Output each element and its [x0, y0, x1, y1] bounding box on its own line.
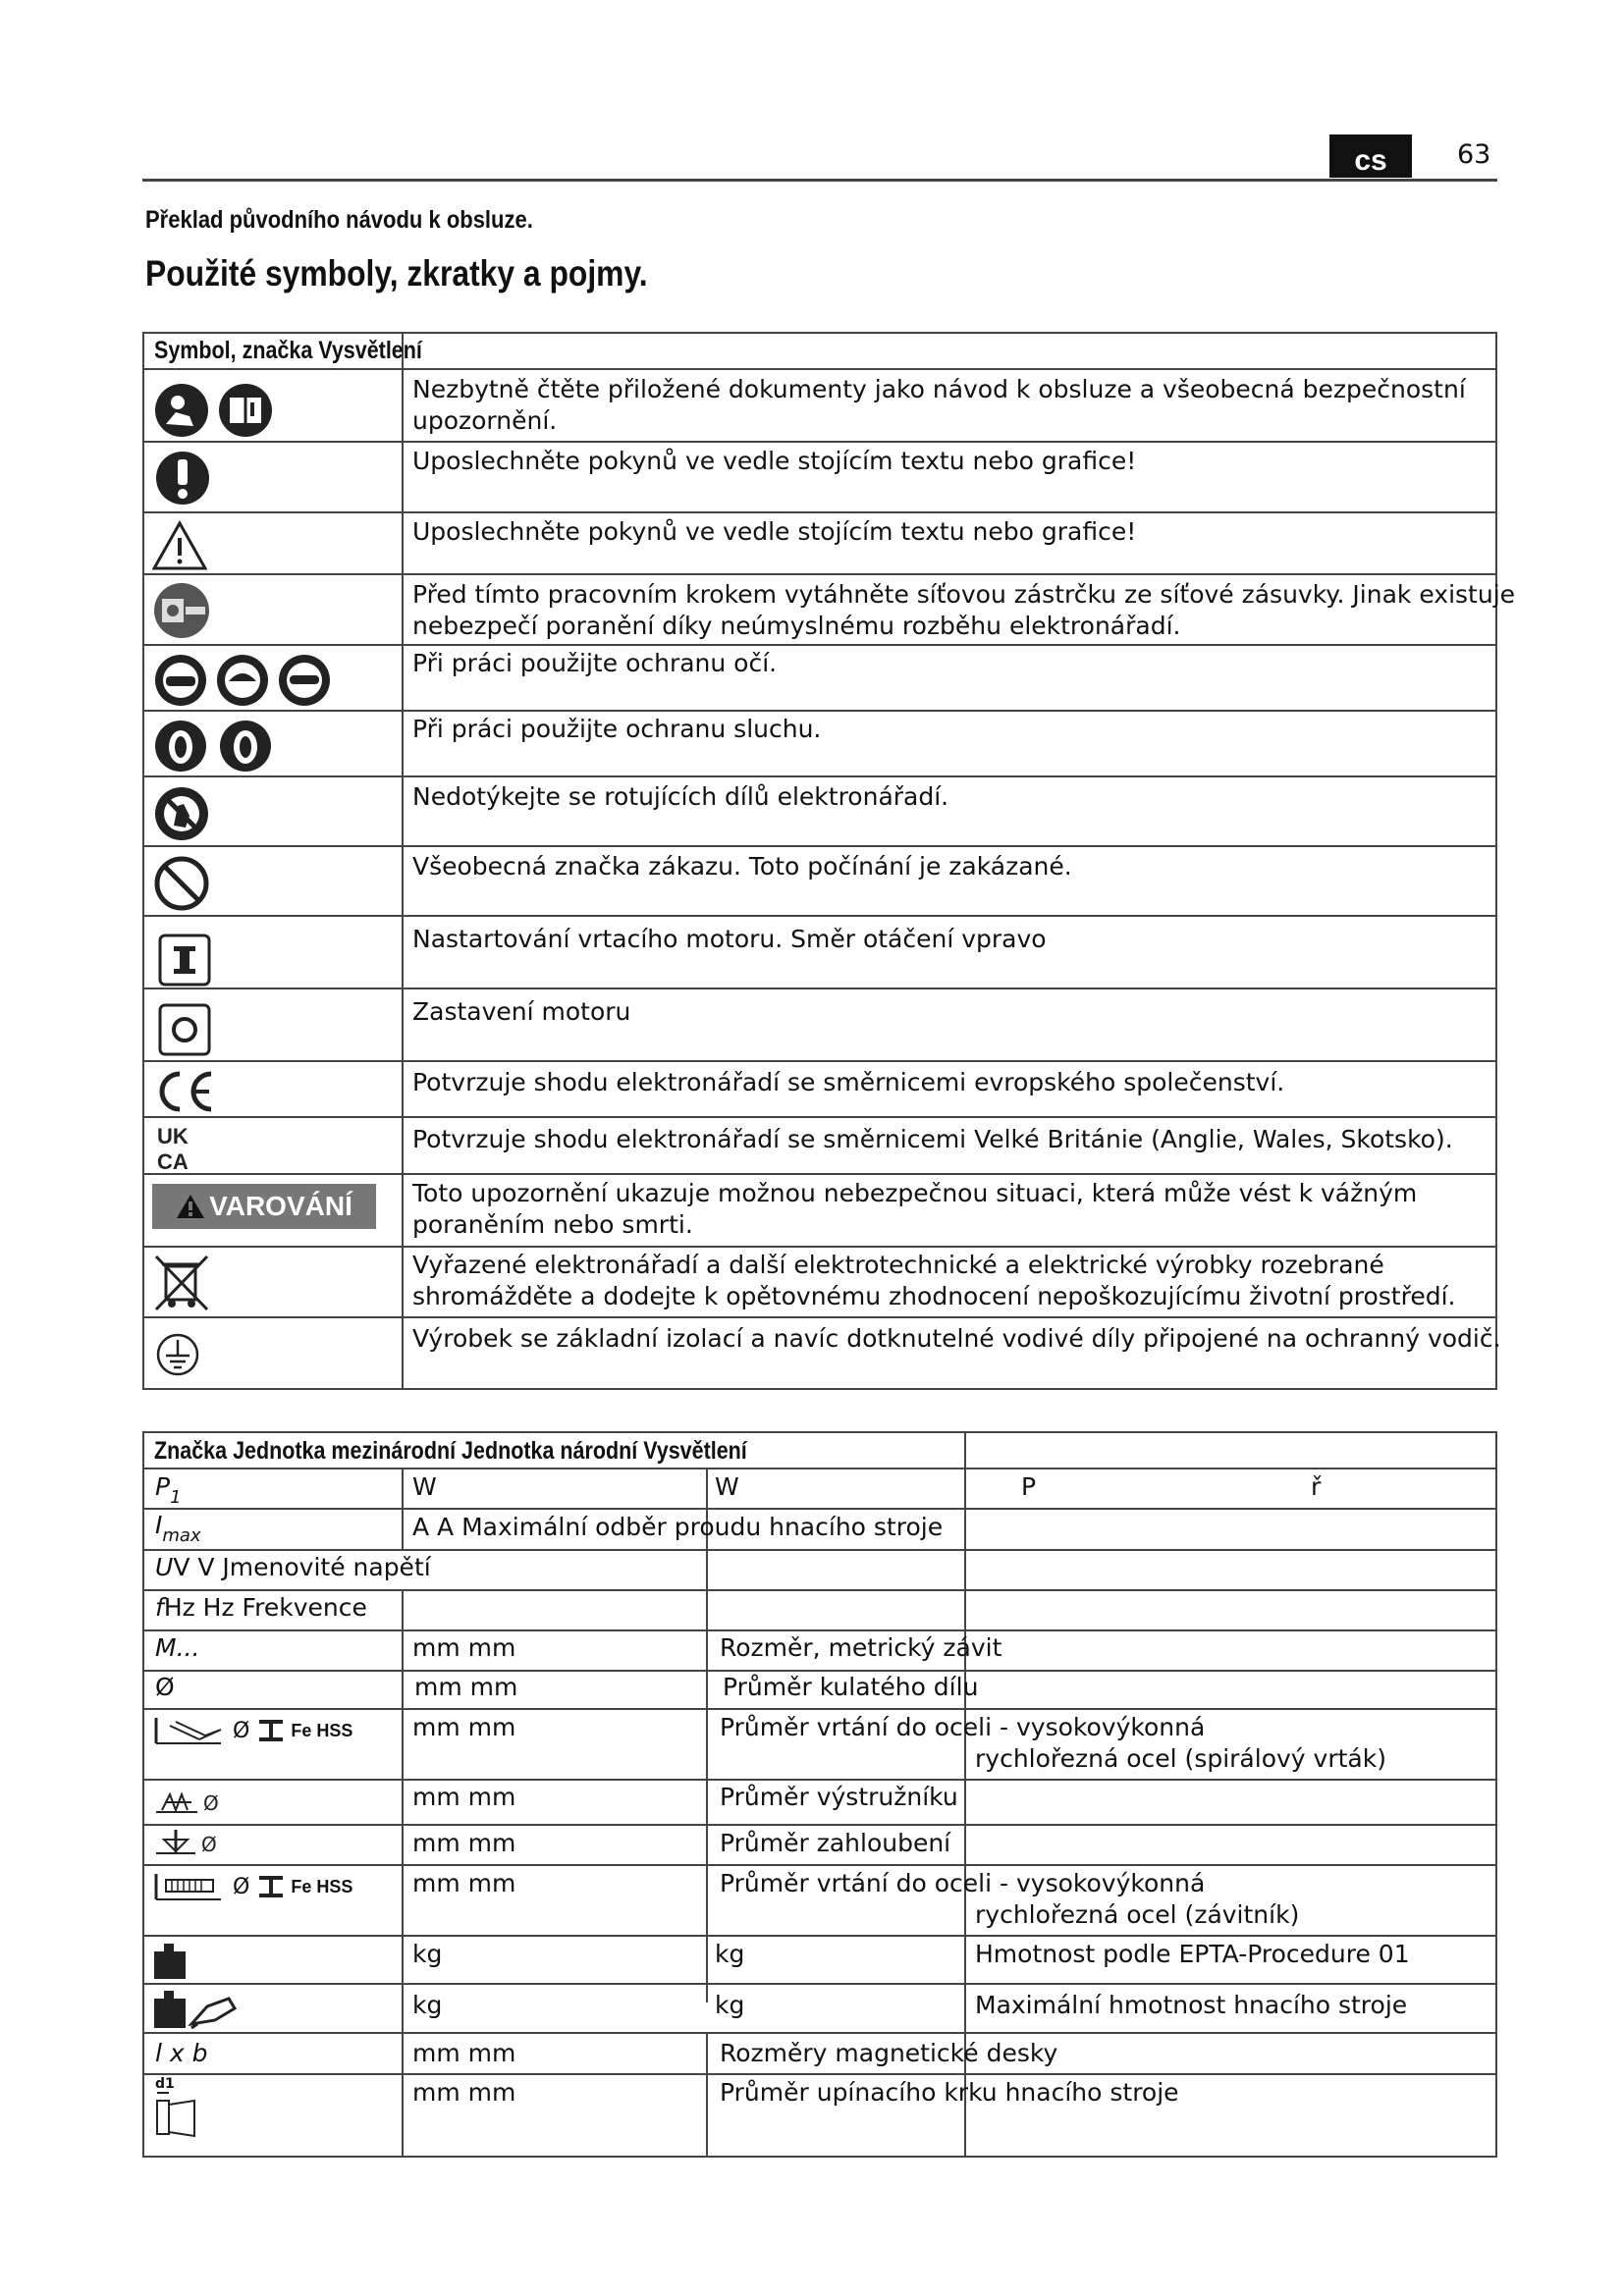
svg-text:Ø: Ø [201, 1833, 217, 1856]
unit-intl: W [412, 1472, 437, 1501]
row-text: Nedotýkejte se rotujících dílů elektronářadí. [412, 782, 949, 811]
row-line [142, 1864, 1497, 1866]
unit-intl: kg [412, 1940, 443, 1968]
row-text: upozornění. [412, 406, 558, 435]
tap-steel-diameter-icon [152, 1872, 352, 1901]
steel-beam-icon [255, 1872, 287, 1901]
symbol-text: U [155, 1553, 174, 1581]
row-text: Výrobek se základní izolací a navíc dotknutelné vodivé díly připojené na ochranný vodič. [412, 1324, 1501, 1353]
unit-national: kg [715, 1991, 745, 2019]
warning-triangle-icon [176, 1193, 205, 1220]
symbol-imax [155, 1510, 201, 1544]
collar-label: d1 [155, 2076, 175, 2092]
explanation: Maximální hmotnost hnacího stroje [975, 1991, 1408, 2019]
explanation: Rozměr, metrický závit [720, 1633, 1002, 1662]
explanation: P [1021, 1472, 1037, 1501]
weight-icon [152, 1942, 191, 1981]
unit-text: mm mm [414, 1673, 518, 1701]
read-manual-icons [152, 381, 280, 440]
row-text: Zastavení motoru [412, 997, 631, 1026]
symbol-text: l x b [155, 2039, 208, 2067]
col-line [706, 1468, 708, 2002]
unit-intl: kg [412, 1991, 443, 2019]
do-not-touch-icon [152, 784, 211, 843]
row-text: Nezbytně čtěte přiložené dokumenty jako návod k obsluze a všeobecná bezpečnostní [412, 375, 1466, 403]
row-text: Při práci použijte ochranu očí. [412, 649, 778, 677]
row-text: Uposlechněte pokynů ve vedle stojícím textu nebo grafice! [412, 447, 1137, 475]
row-line [142, 1824, 1497, 1826]
row-line [142, 511, 1497, 513]
row-text: Nastartování vrtacího motoru. Směr otáčení vpravo [412, 925, 1047, 953]
row-line [142, 573, 1497, 575]
unit-text: mm mm [412, 1633, 516, 1662]
row-line [142, 1589, 1497, 1591]
row-line [142, 915, 1497, 917]
symbols-table-divider [402, 332, 404, 1390]
countersink-diameter-icon [152, 1828, 231, 1859]
row-text: shromážděte a dodejte k opětovnému zhodnocení nepoškozujícímu životní prostředí. [412, 1282, 1456, 1310]
steel-beam-icon [255, 1716, 287, 1745]
weee-bin-icon [152, 1253, 211, 1313]
svg-text:UK: UK [157, 1124, 189, 1148]
document-subtitle: Překlad původního návodu k obsluze. [145, 206, 533, 234]
unit-text: mm mm [412, 2078, 516, 2107]
tap-icon [152, 1872, 227, 1901]
symbol-text: f [155, 1593, 164, 1622]
start-motor-icon [157, 933, 212, 988]
eye-protection-icons [152, 652, 339, 709]
mandatory-exclamation-icon [155, 449, 210, 507]
unit-text: mm mm [412, 1869, 516, 1897]
row-line [142, 2032, 1497, 2034]
drill-steel-diameter-icon [152, 1716, 352, 1745]
hearing-protection-icons [152, 718, 280, 774]
unit-national: W [715, 1472, 739, 1501]
row-line [142, 845, 1497, 847]
material-label: Fe HSS [291, 1876, 353, 1896]
warning-triangle-icon [152, 520, 207, 571]
ukca-mark-icon [155, 1122, 202, 1173]
explanation: Průměr vrtání do oceli - vysokovýkonná [720, 1869, 1206, 1897]
explanation: Průměr zahloubení [720, 1829, 951, 1857]
row-line [142, 1316, 1497, 1318]
unit-text: mm mm [412, 1713, 516, 1741]
explanation: ř [1311, 1472, 1322, 1501]
row-text: Před tímto pracovním krokem vytáhněte síťovou zástrčku ze síťové zásuvky. Jinak existuje [412, 580, 1516, 609]
twist-drill-icon [152, 1716, 227, 1745]
symbol-text: Ø [155, 1673, 175, 1701]
row-text: Potvrzuje shodu elektronářadí se směrnicemi evropského společenství. [412, 1068, 1285, 1096]
prohibition-icon [152, 854, 211, 913]
row-line [142, 1508, 1497, 1510]
unit-national: kg [715, 1940, 745, 1968]
row-text: Všeobecná značka zákazu. Toto počínání je zakázané. [412, 852, 1072, 881]
row-line [142, 775, 1497, 777]
material-label: Fe HSS [291, 1720, 353, 1740]
row-text: nebezpečí poranění díky neúmyslnému rozběhu elektronářadí. [412, 612, 1181, 640]
row-text: Hz Hz Frekvence [163, 1593, 367, 1622]
row-line [142, 644, 1497, 646]
explanation: Průměr kulatého dílu [723, 1673, 979, 1701]
symbol-text: I [155, 1511, 163, 1539]
row-line [142, 1060, 1497, 1062]
row-line [142, 1246, 1497, 1248]
row-line [142, 1935, 1497, 1937]
row-line [142, 1629, 1497, 1631]
warning-label-text: VAROVÁNÍ [209, 1191, 352, 1221]
unit-text: mm mm [412, 1829, 516, 1857]
page-number: 63 [1457, 139, 1491, 170]
row-text: Toto upozornění ukazuje možnou nebezpečnou situaci, která může vést k vážným [412, 1179, 1418, 1207]
unplug-icon [152, 581, 213, 640]
warning-label-icon [152, 1184, 376, 1229]
unit-text: mm mm [412, 2039, 516, 2067]
row-line [142, 1708, 1497, 1710]
row-text: Potvrzuje shodu elektronářadí se směrnicemi Velké Británie (Anglie, Wales, Skotsko). [412, 1125, 1453, 1153]
collar-diameter-icon [155, 2077, 204, 2142]
row-text: A A Maximální odběr proudu hnacího stroje [412, 1513, 944, 1541]
symbol-text: M... [155, 1633, 200, 1662]
max-weight-icon [152, 1989, 241, 2030]
row-text: V V Jmenovité napětí [173, 1553, 431, 1581]
explanation: Průměr výstružníku [720, 1783, 958, 1811]
symbol-subscript: 1 [170, 1487, 182, 1508]
explanation: Hmotnost podle EPTA-Procedure 01 [975, 1940, 1410, 1968]
row-line [142, 1549, 1497, 1551]
units-table-header: Značka Jednotka mezinárodní Jednotka národní Vysvětlení [154, 1437, 747, 1465]
ce-mark-icon [152, 1068, 217, 1115]
symbol-subscript: max [162, 1525, 201, 1546]
row-text: poraněním nebo smrti. [412, 1210, 693, 1239]
symbols-table-header: Symbol, značka Vysvětlení [154, 337, 422, 364]
explanation: rychlořezná ocel (závitník) [975, 1900, 1300, 1929]
row-text: Při práci použijte ochranu sluchu. [412, 715, 822, 743]
row-line [142, 2073, 1497, 2075]
symbol-p1 [155, 1471, 182, 1506]
unit-text: mm mm [412, 1783, 516, 1811]
svg-text:CA: CA [157, 1149, 189, 1173]
page-title: Použité symboly, zkratky a pojmy. [145, 253, 648, 294]
row-line [142, 1116, 1497, 1118]
col-line [706, 2032, 708, 2158]
symbol-text: P [155, 1472, 171, 1501]
row-text: Uposlechněte pokynů ve vedle stojícím textu nebo grafice! [412, 517, 1137, 546]
stop-motor-icon [157, 1002, 212, 1057]
row-line [142, 988, 1497, 989]
header-rule [142, 179, 1497, 182]
row-line [142, 441, 1497, 443]
row-line [142, 1983, 1497, 1985]
protective-earth-icon [155, 1332, 200, 1377]
svg-text:Ø: Ø [203, 1791, 219, 1815]
explanation: rychlořezná ocel (spirálový vrták) [975, 1744, 1386, 1773]
row-text [155, 1592, 367, 1624]
row-line [142, 1173, 1497, 1175]
diameter-symbol: Ø [233, 1874, 250, 1899]
diameter-symbol: Ø [233, 1718, 250, 1743]
language-badge: cs [1329, 134, 1412, 178]
row-line [142, 368, 1497, 370]
explanation: Průměr upínacího krku hnacího stroje [720, 2078, 1179, 2107]
explanation: Průměr vrtání do oceli - vysokovýkonná [720, 1713, 1206, 1741]
collar-outline-icon [155, 2091, 204, 2138]
explanation: Rozměry magnetické desky [720, 2039, 1058, 2067]
row-line [142, 710, 1497, 712]
row-text: Vyřazené elektronářadí a další elektrotechnické a elektrické výrobky rozebrané [412, 1251, 1384, 1279]
row-line [142, 1468, 1497, 1469]
row-line [142, 1779, 1497, 1781]
reamer-diameter-icon [152, 1787, 231, 1818]
row-text [155, 1552, 431, 1583]
